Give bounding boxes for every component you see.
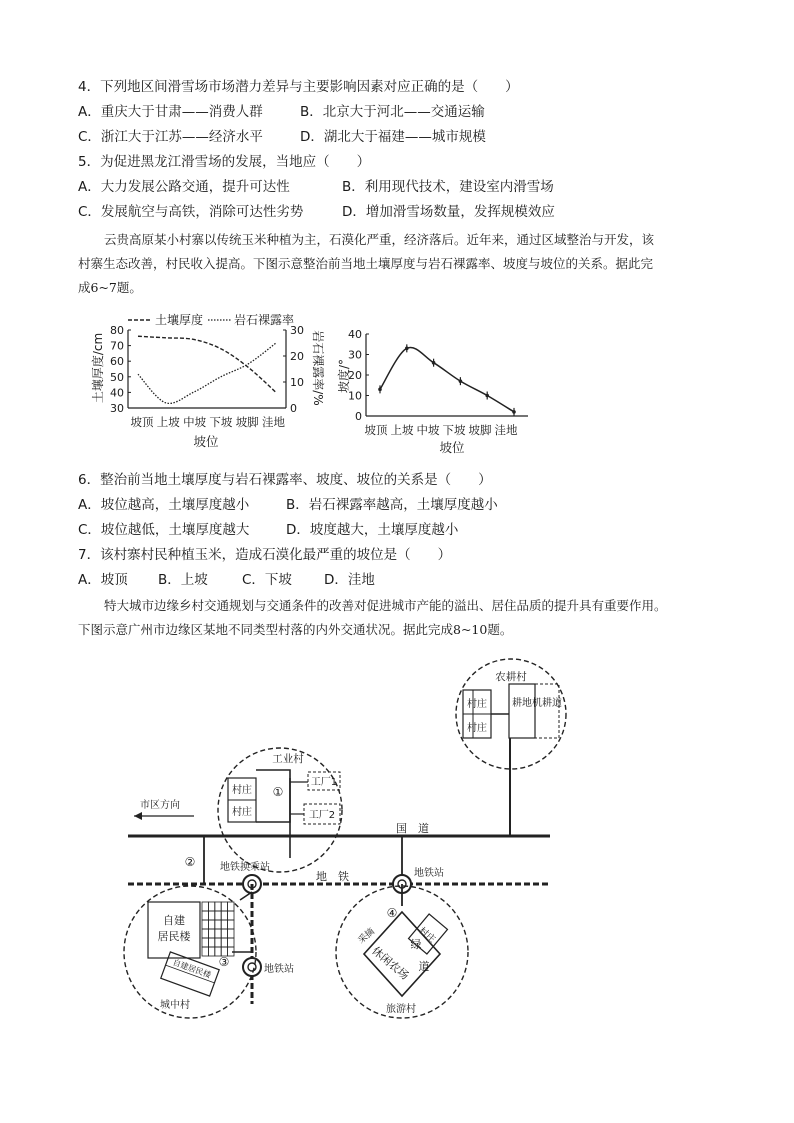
question-7-option-b[interactable]: B．上坡 [158,572,208,588]
slope-category-label: 中坡 [416,423,440,437]
slope-point [432,361,436,365]
factory-1-label: 工厂1 [310,777,338,788]
slope-chart-categories [365,423,518,437]
left-tick-label: 60 [110,355,124,369]
agri-village-label-2: 村庄 [467,723,487,734]
question-5-option-d[interactable]: D．增加滑雪场数量，发挥规模效应 [342,204,555,220]
slope-category-label: 坡脚 [468,423,492,437]
grid-cell [221,911,227,920]
grid-cell [202,938,208,947]
question-4-stem: 4．下列地区间滑雪场市场潜力差异与主要影响因素对应正确的是（ ） [78,79,519,95]
question-7-option-d[interactable]: D．洼地 [324,572,375,588]
question-6-options-row1 [78,495,498,515]
question-5-option-b[interactable]: B．利用现代技术，建设室内滑雪场 [342,179,554,195]
grid-cell [208,911,214,920]
left-tick-label: 50 [110,370,124,384]
left-chart-xlabel: 坡位 [193,434,219,449]
passage-6-7-line3: 成6~7题。 [78,280,142,295]
picking-label: 采摘 [356,926,377,947]
question-7-option-a[interactable]: A．坡顶 [78,572,128,588]
grid-cell [208,929,214,938]
city-direction-label: 市区方向 [140,800,180,811]
slope-tick-label: 30 [348,348,362,362]
farmland-label: 耕地 [512,698,532,709]
passage-6-7 [78,228,768,300]
passage-8-10-line1: 特大城市边缘乡村交通规划与交通条件的改善对促进城市产能的溢出、居住品质的提升具有重要作用。 [104,598,667,613]
grid-cell [202,920,208,929]
passage-6-7-line2: 村寨生态改善，村民收入提高。下图示意整治前当地土壤厚度与岩石裸露率、坡度与坡位的关系。据此完 [78,256,654,271]
slope-tick-label: 40 [348,328,362,341]
slope-category-label: 洼地 [494,423,518,437]
grid-cell [202,929,208,938]
left-category-label: 坡脚 [235,415,259,429]
passage-8-10 [78,594,768,642]
left-tick-label: 30 [110,402,124,415]
self-built-small-label: 自建居民楼 [171,957,213,980]
question-5-options-row2 [78,202,555,222]
grid-cell [208,920,214,929]
green-road-label-part1: 绿 [410,938,422,951]
left-tick-label: 40 [110,386,124,400]
left-category-label: 坡顶 [130,415,154,429]
grid-cell [215,911,221,920]
metro-label: 地 铁 [316,870,349,883]
question-5-options-row1 [78,177,554,197]
grid-cell [208,947,214,956]
question-4-option-a[interactable]: A．重庆大于甘肃——消费人群 [78,104,263,120]
leisure-farm-label: 休闲农场 [369,944,412,983]
grid-cell [228,911,234,920]
question-7-stem: 7．该村寨村民种植玉米，造成石漠化最严重的坡位是（ ） [78,547,452,563]
machine-road-label: 机耕道 [532,698,562,709]
question-4-option-b[interactable]: B．北京大于河北——交通运输 [300,104,485,120]
grid-cell [215,929,221,938]
grid-cell [221,938,227,947]
slope-tick-label: 20 [348,369,362,382]
question-7-options [78,570,375,590]
question-6-option-b[interactable]: B．岩石裸露率越高，土壤厚度越小 [286,497,498,513]
legend-rock-exposure: 岩石裸露率 [234,313,295,327]
right-tick-label: 10 [290,376,304,389]
left-category-label: 洼地 [262,415,285,429]
transfer-station-label: 地铁换乘站 [220,862,270,873]
agri-village-label-1: 村庄 [467,699,487,710]
left-category-label: 下坡 [209,415,233,429]
grid-cell [215,920,221,929]
legend-soil-thickness: 土壤厚度 [155,313,204,327]
question-4-options-row2 [78,127,486,147]
right-tick-label: 0 [290,402,297,415]
grid-cell [221,902,227,911]
village-traffic-map [120,662,590,1022]
slope-line [380,347,514,411]
grid-cell [202,947,208,956]
question-6-option-a[interactable]: A．坡位越高，土壤厚度越小 [78,497,250,513]
slope-category-label: 上坡 [390,423,414,437]
soil-thickness-line [138,336,276,392]
grid-cell [228,920,234,929]
left-tick-label: 70 [110,339,124,353]
slope-chart-ylabel: 坡度/° [337,358,351,394]
left-chart-categories [131,415,286,429]
grid-cell [228,929,234,938]
dense-building-grid [202,902,234,956]
factory-2-label: 工厂2 [308,810,336,821]
slope-points [378,344,516,416]
industrial-village-label: 工业村 [272,753,304,765]
slope-chart-xlabel: 坡位 [439,440,465,455]
circle-3-label: ③ [218,955,230,969]
circle-1-label: ① [272,785,284,799]
grid-cell [215,938,221,947]
grid-cell [215,902,221,911]
question-5-option-c[interactable]: C．发展航空与高铁，消除可达性劣势 [78,204,304,220]
left-category-label: 上坡 [156,415,180,429]
industrial-village-label-4: 村庄 [232,807,252,818]
question-4-option-d[interactable]: D．湖北大于福建——城市规模 [300,129,486,145]
grid-cell [228,938,234,947]
question-6-options-row2 [78,520,458,540]
tour-village-label: 旅游村 [386,1004,416,1015]
question-7-option-c[interactable]: C．下坡 [242,572,292,588]
grid-cell [221,920,227,929]
residential-label: 居民楼 [157,930,191,943]
slope-point [378,388,382,392]
right-tick-label: 30 [290,324,304,337]
grid-cell [228,902,234,911]
slope-point [405,347,409,351]
question-6-stem: 6．整治前当地土壤厚度与岩石裸露率、坡度、坡位的关系是（ ） [78,472,492,488]
question-5-stem: 5．为促进黑龙江滑雪场的发展，当地应（ ） [78,154,371,170]
national-road-label: 国 道 [396,822,429,835]
slope-tick-label: 0 [355,410,362,423]
question-6-option-c[interactable]: C．坡位越低，土壤厚度越大 [78,522,250,538]
slope-point [512,410,516,414]
metro-station-right-label: 地铁站 [414,868,444,879]
left-chart-y2label: 岩石裸露率/% [311,330,325,406]
question-5-option-a[interactable]: A．大力发展公路交通，提升可达性 [78,179,290,195]
metro-station-bottom-label: 地铁站 [264,964,294,975]
grid-cell [208,902,214,911]
question-4-options-row1 [78,102,485,122]
grid-cell [202,911,208,920]
left-category-label: 中坡 [183,415,207,429]
soil-rock-chart [88,308,328,454]
grid-cell [208,938,214,947]
slope-category-label: 下坡 [442,423,466,437]
left-tick-label: 80 [110,324,124,337]
green-road-label-part2: 道 [418,960,430,973]
slope-chart [337,328,540,456]
passage-6-7-line1: 云贵高原某小村寨以传统玉米种植为主，石漠化严重，经济落后。近年来，通过区域整治与开发，该 [104,232,655,247]
right-tick-label: 20 [290,350,304,363]
agri-village-label: 农耕村 [495,671,527,683]
self-built-label: 自建 [163,914,185,927]
question-6-option-d[interactable]: D．坡度越大，土壤厚度越小 [286,522,459,538]
passage-8-10-line2: 下图示意广州市边缘区某地不同类型村落的内外交通状况。据此完成8~10题。 [78,622,513,637]
grid-cell [221,929,227,938]
slope-point [485,394,489,398]
tour-village-houses-label: 村庄 [416,925,437,946]
slope-point [459,379,463,383]
slope-category-label: 坡顶 [364,423,388,437]
urban-village-label: 城中村 [160,1000,190,1011]
slope-tick-label: 10 [348,389,362,403]
left-chart-ylabel: 土壤厚度/cm [91,332,105,404]
circle-4-label: ④ [386,906,398,920]
question-4-option-c[interactable]: C．浙江大于江苏——经济水平 [78,129,263,145]
grid-cell [202,902,208,911]
industrial-village-label-3: 村庄 [232,785,252,796]
circle-2-label: ② [184,855,196,869]
